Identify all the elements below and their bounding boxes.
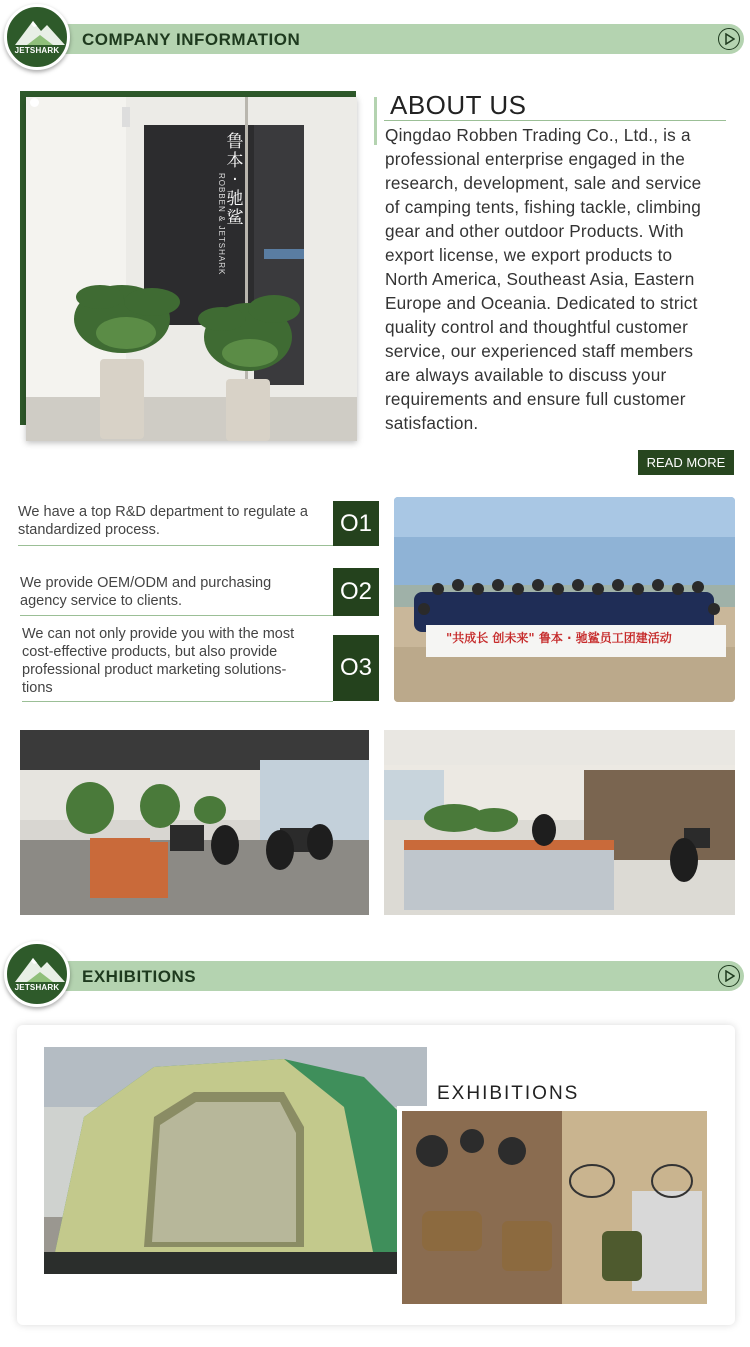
fishing-display-photo [402, 1111, 707, 1304]
about-line: research, development, sale and service [385, 173, 702, 193]
section-title: EXHIBITIONS [82, 967, 197, 986]
about-line: Qingdao Robben Trading Co., Ltd., is a [385, 125, 691, 145]
banner-bar [40, 961, 744, 991]
about-line: requirements and ensure full customer [385, 389, 686, 409]
section-title: COMPANY INFORMATION [82, 30, 301, 49]
feature-divider [20, 615, 333, 616]
tent-photo [44, 1047, 427, 1274]
about-line: North America, Southeast Asia, Eastern [385, 269, 695, 289]
office-lobby-photo [26, 97, 357, 441]
logo-text: JETSHARK [14, 46, 60, 55]
jetshark-logo [4, 4, 70, 70]
about-line: of camping tents, fishing tackle, climbing [385, 197, 702, 217]
exhibitions-label: EXHIBITIONS [437, 1083, 580, 1104]
feature-line: tions [22, 680, 53, 696]
mountain-logo-icon [13, 952, 67, 984]
banner-bar [40, 24, 744, 54]
about-line: quality control and thoughtful customer [385, 317, 689, 337]
about-line: service, our experienced staff members [385, 341, 694, 361]
lobby-sign-english: ROBBEN & JETSHARK [217, 173, 226, 276]
feature-line: We have a top R&D department to regulate a [18, 504, 308, 520]
feature-line: agency service to clients. [20, 593, 182, 609]
play-circle-icon[interactable] [718, 965, 740, 987]
feature-line: standardized process. [18, 522, 160, 538]
about-line: satisfaction. [385, 413, 479, 433]
feature-line: professional product marketing solutions- [22, 662, 287, 678]
read-more-button[interactable]: READ MORE [638, 450, 734, 475]
feature-number-2: O2 [333, 568, 379, 616]
mountain-logo-icon [13, 15, 67, 47]
office-photo-right [384, 730, 735, 915]
about-line: gear and other outdoor Products. With [385, 221, 684, 241]
about-line: professional enterprise engaged in the [385, 149, 685, 169]
feature-text-1 [18, 503, 338, 539]
feature-number-1: O1 [333, 501, 379, 546]
feature-divider [22, 701, 333, 702]
exhibitions-banner [0, 939, 750, 1009]
about-description [385, 123, 730, 435]
lobby-illustration [26, 97, 357, 441]
about-underline [384, 120, 726, 121]
feature-line: cost-effective products, but also provide [22, 644, 278, 660]
about-line: Europe and Oceania. Dedicated to strict [385, 293, 698, 313]
team-photo [394, 497, 735, 702]
feature-number-3: O3 [333, 635, 379, 701]
lobby-sign-chinese: 鲁本·驰鲨 [226, 132, 244, 228]
feature-divider [18, 545, 333, 546]
logo-text: JETSHARK [14, 983, 60, 992]
about-line: export license, we export products to [385, 245, 673, 265]
jetshark-logo [4, 941, 70, 1007]
about-accent-rule [374, 97, 377, 145]
feature-text-2 [20, 574, 330, 610]
play-circle-icon[interactable] [718, 28, 740, 50]
lobby-dot [30, 98, 39, 107]
feature-line: We can not only provide you with the most [22, 626, 295, 642]
team-banner-text: "共成长 创未来" 鲁本 · 驰鲨员工团建活动 [446, 631, 672, 645]
company-information-banner [0, 2, 750, 72]
about-title: ABOUT US [390, 90, 527, 120]
about-line: are always available to discuss your [385, 365, 667, 385]
feature-line: We provide OEM/ODM and purchasing [20, 575, 272, 591]
office-photo-left [20, 730, 369, 915]
feature-text-3 [22, 625, 332, 697]
